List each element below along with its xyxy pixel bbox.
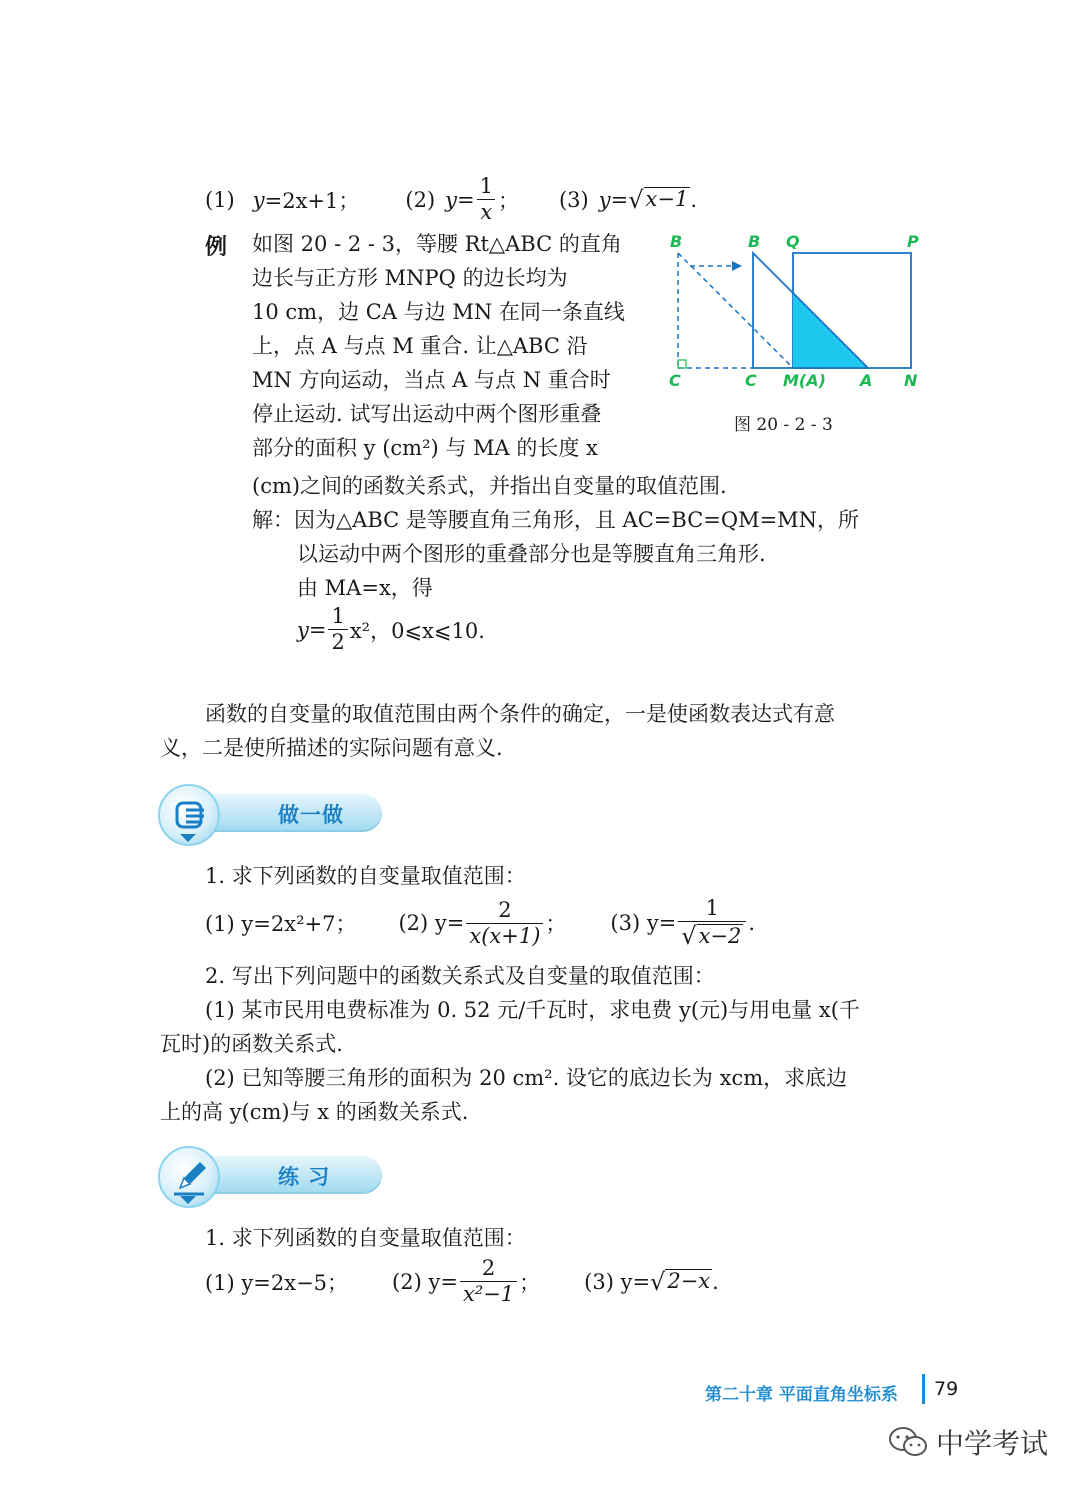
formula-num: 1: [331, 604, 345, 628]
label-m-a: M(A): [783, 371, 826, 390]
label-c-original: C: [669, 371, 681, 390]
top-p3-label: (3): [558, 187, 589, 212]
practice-q1-parts: [205, 1258, 719, 1305]
top-p1-lhs: y: [252, 187, 265, 212]
footer-chapter: 第二十章 平面直角坐标系: [705, 1385, 898, 1405]
wechat-icon: [888, 1425, 928, 1459]
sqrt-sign: √: [681, 922, 697, 951]
try-q1: 1. 求下列函数的自变量取值范围：: [205, 864, 526, 888]
banner-pointer-icon: [180, 834, 196, 842]
section-title-practice: 练 习: [278, 1165, 331, 1189]
try-q1-p3-num: 1: [705, 896, 720, 920]
try-q1-p3-den: [678, 921, 746, 951]
label-c-moved: C: [745, 371, 757, 390]
practice-p2-lhs: (2) y=: [392, 1269, 458, 1294]
top-p1-label: (1): [205, 187, 235, 212]
top-p3-radicand: x−1: [645, 187, 689, 212]
section-title-try: 做一做: [278, 803, 344, 827]
example-line: 10 cm，边 CA 与边 MN 在同一条直线: [252, 300, 625, 324]
practice-p1: (1) y=2x−5；: [205, 1270, 349, 1295]
footer-divider: [922, 1374, 925, 1404]
try-q2-1a: (1) 某市民用电费标准为 0. 52 元/千瓦时，求电费 y(元)与用电量 x(千: [205, 998, 860, 1022]
practice-p3-sqrt: [650, 1267, 712, 1296]
practice-p3-radicand: 2−x: [667, 1269, 711, 1294]
example-line: 如图 20 - 2 - 3，等腰 Rt△ABC 的直角: [252, 232, 622, 256]
try-q2-2a: (2) 已知等腰三角形的面积为 20 cm². 设它的底边长为 xcm，求底边: [205, 1066, 848, 1090]
banner-pointer-icon: [180, 1196, 196, 1204]
example-line-full: (cm)之间的函数关系式，并指出自变量的取值范围.: [252, 474, 727, 498]
label-b-original: B: [670, 232, 683, 251]
example-text: [252, 228, 652, 468]
try-q2-1b: 瓦时)的函数关系式.: [160, 1032, 343, 1056]
practice-p3-lhs: (3) y=: [584, 1269, 651, 1294]
page-number: 79: [934, 1378, 959, 1400]
example-line: 上，点 A 与点 M 重合. 让△ABC 沿: [252, 334, 588, 358]
try-q1-p2-fraction: [466, 897, 543, 948]
practice-p2-den: x²−1: [460, 1281, 517, 1305]
practice-q1: 1. 求下列函数的自变量取值范围：: [205, 1226, 526, 1250]
try-q1-p2-den: x(x+1): [466, 923, 543, 947]
solution-line-3: 由 MA=x，得: [297, 576, 433, 600]
section-banner-practice: [158, 1146, 382, 1202]
top-p2-den: x: [477, 199, 495, 223]
solution-formula: [297, 606, 485, 653]
watermark: [888, 1422, 1048, 1462]
top-p2-fraction: [477, 176, 496, 223]
section-banner-try: [158, 784, 382, 840]
example-line: 边长与正方形 MNPQ 的边长均为: [252, 266, 568, 290]
practice-p2-end: ；: [519, 1270, 541, 1295]
try-q1-p2-lhs: (2) y=: [398, 911, 465, 936]
top-p3-end: .: [690, 187, 697, 212]
example-line: 部分的面积 y (cm²) 与 MA 的长度 x: [252, 436, 598, 460]
label-q: Q: [786, 232, 800, 251]
dashed-triangle-hypotenuse: [678, 253, 793, 368]
try-q1-p1: (1) y=2x²+7；: [205, 912, 357, 937]
try-q1-p3-lhs: (3) y=: [610, 911, 677, 936]
formula-rhs: x²，0⩽x⩽10.: [349, 618, 485, 643]
paragraph-line-2: 义，二是使所描述的实际问题有意义.: [160, 736, 503, 760]
try-q1-p3-sqrt: [681, 922, 743, 951]
try-q1-p2-num: 2: [498, 897, 512, 922]
paragraph-line-1: 函数的自变量的取值范围由两个条件的确定，一是使函数表达式有意: [205, 702, 835, 726]
practice-p3-end: .: [712, 1269, 719, 1294]
top-p2-end: ；: [497, 188, 519, 213]
label-b-moved: B: [748, 232, 761, 251]
formula-lhs: y=: [297, 617, 327, 642]
solution-line-2: 以运动中两个图形的重叠部分也是等腰直角三角形.: [297, 542, 766, 566]
figure-caption: 图 20 - 2 - 3: [734, 415, 833, 435]
try-q1-p2-end: ；: [545, 912, 567, 937]
right-angle-mark: [678, 360, 686, 368]
try-q1-parts: [205, 896, 756, 951]
watermark-text: 中学考试: [936, 1427, 1049, 1460]
top-p1-rhs: =2x+1；: [264, 188, 360, 213]
sqrt-sign: √: [650, 1267, 666, 1296]
top-p3-sqrt: [628, 185, 690, 214]
label-p: P: [907, 232, 919, 251]
example-line: 停止运动. 试写出运动中两个图形重叠: [252, 402, 602, 426]
try-q1-p3-end: .: [748, 911, 756, 936]
figure-20-2-3: [660, 228, 930, 448]
sqrt-sign: √: [628, 185, 644, 214]
try-q2: 2. 写出下列问题中的函数关系式及自变量的取值范围：: [205, 964, 715, 988]
try-q1-p3-fraction: [678, 896, 746, 951]
label-a: A: [860, 371, 873, 390]
label-n: N: [904, 371, 918, 390]
top-exercise: [205, 176, 697, 223]
practice-p2-fraction: [460, 1258, 517, 1305]
top-p2-lhs: y=: [445, 187, 475, 212]
formula-den: 2: [328, 629, 347, 653]
top-p2-num: 1: [479, 174, 493, 198]
arrow-head-icon: [732, 261, 742, 271]
example-label: 例: [205, 235, 228, 260]
formula-fraction: [328, 606, 347, 653]
try-q2-2b: 上的高 y(cm)与 x 的函数关系式.: [160, 1100, 469, 1124]
solution-line-1: 解：因为△ABC 是等腰直角三角形，且 AC=BC=QM=MN，所: [252, 508, 860, 532]
practice-p2-num: 2: [481, 1256, 496, 1280]
example-line: MN 方向运动，当点 A 与点 N 重合时: [252, 368, 611, 392]
top-p3-lhs: y=: [598, 187, 629, 212]
try-q1-p3-radicand: x−2: [698, 924, 742, 948]
top-p2-label: (2): [405, 187, 436, 212]
